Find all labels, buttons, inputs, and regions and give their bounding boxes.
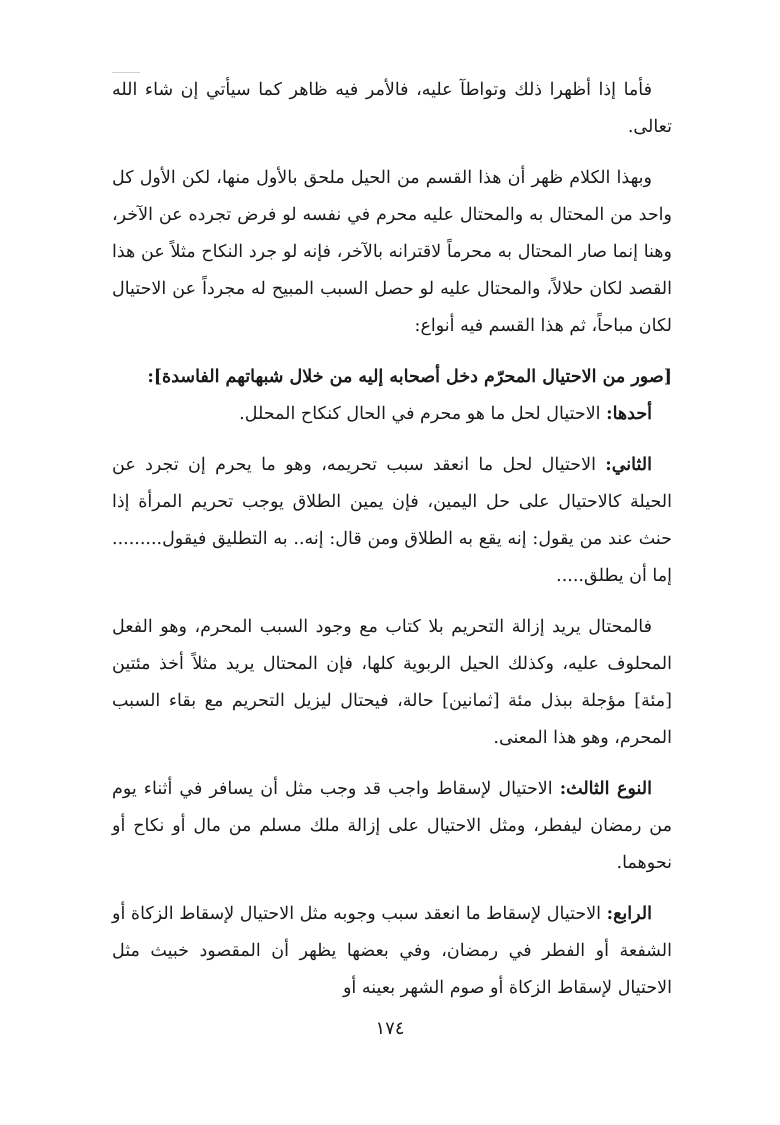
list-item-lead: الرابع: <box>606 904 652 924</box>
list-item-2 <box>112 447 672 595</box>
list-item-lead: أحدها: <box>606 404 652 424</box>
list-item-4 <box>112 771 672 882</box>
list-item-text: فالمحتال يريد إزالة التحريم بلا كتاب مع وجود السبب المحرم، وهو الفعل المحلوف عليه، وكذلك الحيل الربوية كلها، فإن المحتال يريد مثلاً أخذ مئتين [مئة] مؤجلة ببذل مئة [ثمانين] حالة، فيحتال ليزيل التحريم مع بقاء السبب المحرم، وهو هذا المعنى. <box>112 617 672 748</box>
section-heading: [صور من الاحتيال المحرّم دخل أصحابه إليه من خلال شبهاتهم الفاسدة]: <box>147 367 672 387</box>
list-item-text: الاحتيال لإسقاط ما انعقد سبب وجوبه مثل الاحتيال لإسقاط الزكاة أو الشفعة أو الفطر في رمضان، وفي بعضها يظهر أن المقصود خبيث مثل الاحتيال لإسقاط الزكاة أو صوم الشهر بعينه أو <box>112 904 672 998</box>
list-item-text: الاحتيال لحل ما انعقد سبب تحريمه، وهو ما يحرم إن تجرد عن الحيلة كالاحتيال على حل اليمين، فإن يمين الطلاق يوجب تحريم المرأة إذا حنث عند من يقول: إنه يقع به الطلاق ومن قال: إنه.. به التطليق فيقول......... إما أن يطلق..... <box>112 455 672 586</box>
page-number: ١٧٤ <box>375 1018 405 1039</box>
list-item-5 <box>112 896 672 1007</box>
list-item-1 <box>112 396 672 433</box>
list-item-lead: الثاني: <box>605 455 652 475</box>
page-body <box>112 72 672 1021</box>
paragraph-1: فأما إذا أظهرا ذلك وتواطآ عليه، فالأمر فيه ظاهر كما سيأتي إن شاء الله تعالى. <box>112 80 672 137</box>
list-item-text: الاحتيال لحل ما هو محرم في الحال كنكاح المحلل. <box>239 404 607 424</box>
list-item-lead: النوع الثالث: <box>559 779 652 799</box>
list-item-3 <box>112 609 672 757</box>
list-item-text: الاحتيال لإسقاط واجب قد وجب مثل أن يسافر في أثناء يوم من رمضان ليفطر، ومثل الاحتيال على إزالة ملك مسلم من مال أو نكاح أو نحوهما. <box>112 779 672 873</box>
paragraph-2: وبهذا الكلام ظهر أن هذا القسم من الحيل ملحق بالأول منها، لكن الأول كل واحد من المحتال به والمحتال عليه محرم في نفسه لو فرض تجرده عن الآخر، وهنا إنما صار المحتال به محرماً لاقترانه بالآخر، فإنه لو جرد النكاح مثلاً عن هذا القصد لكان حلالاً، والمحتال عليه لو حصل السبب المبيح له مجرداً عن الاحتيال لكان مباحاً، ثم هذا القسم فيه أنواع: <box>112 168 672 336</box>
